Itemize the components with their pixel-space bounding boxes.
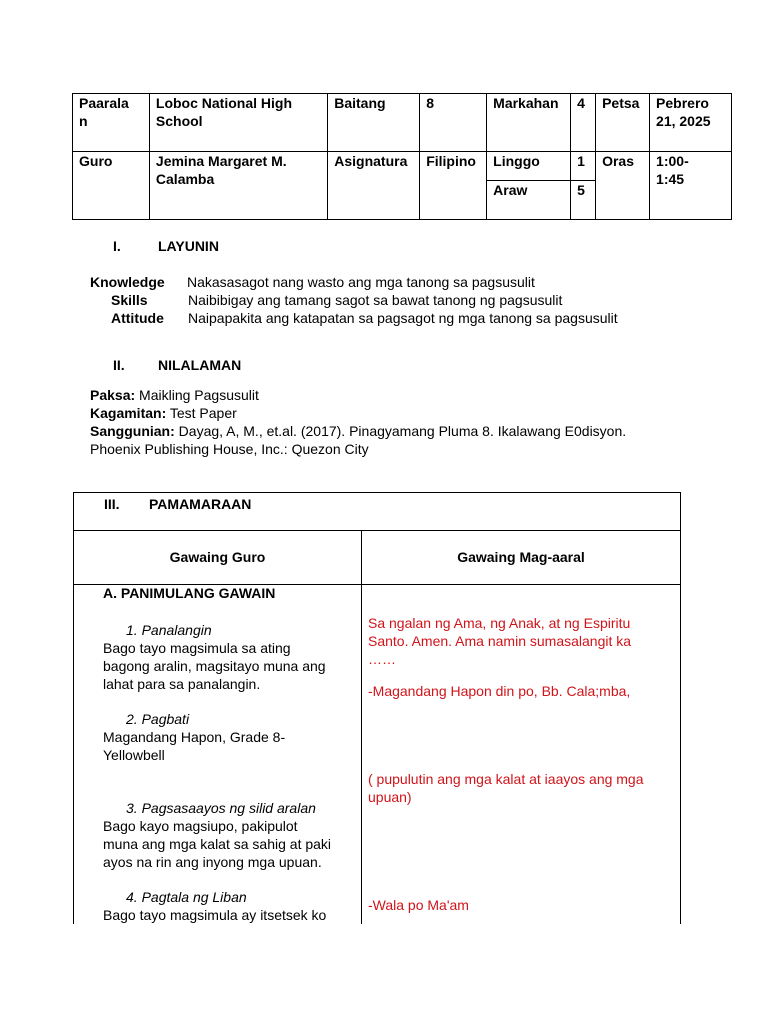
step-text: Bago tayo magsimula ay itsetsek ko (103, 907, 327, 923)
step-text: Yellowbell (103, 747, 165, 763)
araw-label: Araw (487, 181, 571, 220)
paaralan-label: Paarala n (73, 94, 150, 152)
step-text: muna ang mga kalat sa sahig at paki (103, 836, 332, 852)
pamamaraan-table (73, 492, 681, 924)
paksa-line (90, 386, 259, 404)
baitang-value: 8 (420, 94, 487, 152)
oras-value: 1:00- 1:45 (650, 152, 732, 220)
markahan-label: Markahan (487, 94, 571, 152)
linggo-value: 1 (571, 152, 596, 181)
step-title: 3. Pagsasaayos ng silid aralan (126, 800, 316, 816)
petsa-value: Pebrero 21, 2025 (650, 94, 732, 152)
paksa-value: Maikling Pagsusulit (135, 387, 259, 403)
nilalaman-heading (113, 357, 413, 375)
petsa-label: Petsa (596, 94, 650, 152)
guro-value: Jemina Margaret M. Calamba (149, 152, 327, 220)
step-title: 1. Panalangin (126, 622, 212, 638)
araw-value: 5 (571, 181, 596, 220)
objective-knowledge (90, 273, 165, 291)
objective-skills (111, 291, 148, 309)
step-text: ayos na rin ang inyong mga upuan. (103, 854, 322, 870)
sanggunian-line (90, 422, 626, 440)
response-greeting: -Magandang Hapon din po, Bb. Cala;mba, (368, 683, 631, 699)
layunin-title: LAYUNIN (158, 238, 219, 254)
response-cleanup: upuan) (368, 789, 412, 805)
section-a-title: A. PANIMULANG GAWAIN (103, 585, 276, 601)
asignatura-value: Filipino (420, 152, 487, 220)
objective-label: Knowledge (90, 274, 165, 290)
step-text: Magandang Hapon, Grade 8- (103, 729, 286, 745)
response-prayer: Sa ngalan ng Ama, ng Anak, at ng Espiritu (368, 615, 631, 631)
pamamaraan-title: PAMAMARAAN (149, 496, 252, 512)
paksa-label: Paksa: (90, 387, 136, 403)
step-title: 4. Pagtala ng Liban (126, 889, 247, 905)
kagamitan-label: Kagamitan: (90, 405, 167, 421)
response-prayer: …… (368, 651, 396, 667)
info-table (72, 93, 732, 220)
step-text: Bago tayo magsimula sa ating (103, 640, 291, 656)
col-header-magaaral: Gawaing Mag-aaral (457, 549, 585, 565)
linggo-label: Linggo (487, 152, 571, 181)
markahan-value: 4 (571, 94, 596, 152)
column-divider (361, 530, 362, 924)
nilalaman-title: NILALAMAN (158, 357, 242, 373)
step-text: Bago kayo magsiupo, pakipulot (103, 818, 298, 834)
objective-knowledge-text: Nakasasagot nang wasto ang mga tanong sa pagsusulit (187, 274, 535, 290)
nilalaman-number: II. (113, 357, 125, 373)
response-prayer: Santo. Amen. Ama namin sumasalangit ka (368, 633, 632, 649)
step-text: lahat para sa panalangin. (103, 676, 261, 692)
layunin-heading (113, 238, 413, 256)
kagamitan-line (90, 404, 237, 422)
sanggunian-value: Dayag, A, M., et.al. (2017). Pinagyamang Pluma 8. Ikalawang E0disyon. (174, 423, 627, 439)
objective-skills-text: Naibibigay ang tamang sagot sa bawat tanong ng pagsusulit (188, 292, 563, 308)
objective-attitude (111, 309, 164, 327)
kagamitan-value: Test Paper (166, 405, 237, 421)
pamamaraan-number: III. (104, 496, 120, 512)
guro-label: Guro (73, 152, 150, 220)
asignatura-label: Asignatura (328, 152, 420, 220)
layunin-number: I. (113, 238, 121, 254)
objective-attitude-text: Naipapakita ang katapatan sa pagsagot ng mga tanong sa pagsusulit (188, 310, 618, 326)
table-divider (74, 530, 680, 531)
col-header-guro: Gawaing Guro (169, 549, 266, 565)
step-title: 2. Pagbati (126, 711, 190, 727)
sanggunian-line-2: Phoenix Publishing House, Inc.: Quezon City (90, 441, 369, 457)
response-cleanup: ( pupulutin ang mga kalat at iaayos ang mga (368, 771, 644, 787)
baitang-label: Baitang (328, 94, 420, 152)
objective-label: Skills (111, 292, 148, 308)
step-text: bagong aralin, magsitayo muna ang (103, 658, 326, 674)
response-absent: -Wala po Ma'am (368, 897, 469, 913)
oras-label: Oras (596, 152, 650, 220)
sanggunian-label: Sanggunian: (90, 423, 175, 439)
paaralan-value: Loboc National High School (149, 94, 327, 152)
objective-label: Attitude (111, 310, 164, 326)
